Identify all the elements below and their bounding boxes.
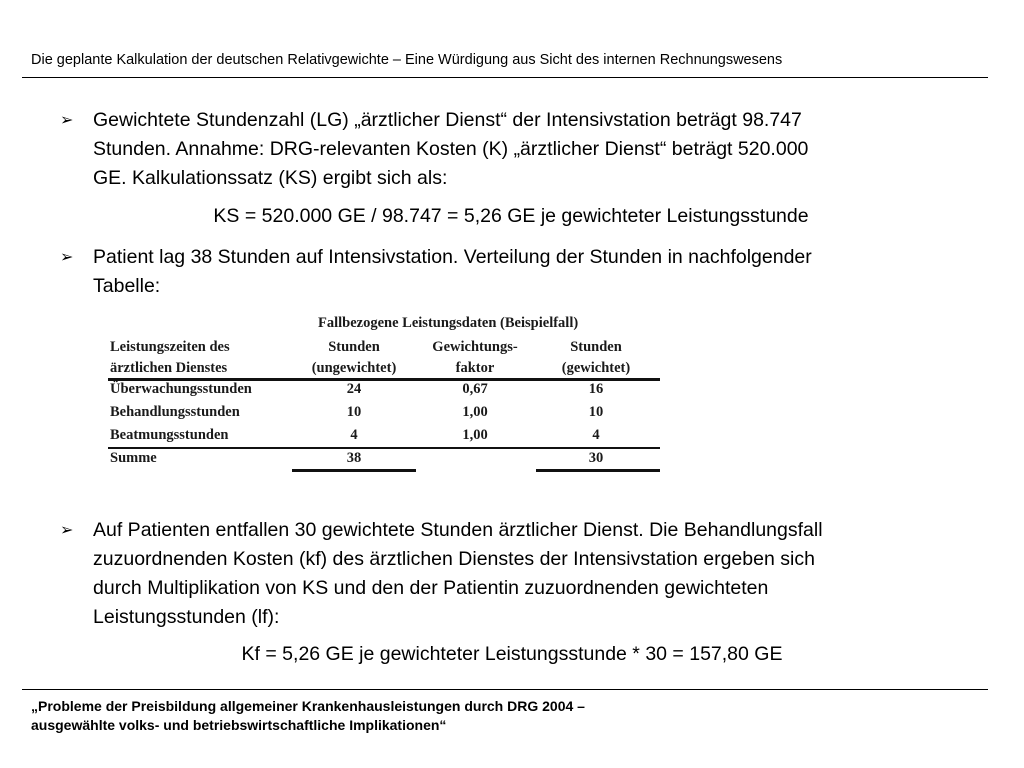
sum-underline xyxy=(536,469,660,472)
column-header-line: Stunden xyxy=(570,339,622,355)
arrow-bullet-icon: ➢ xyxy=(60,522,74,539)
table-cell: 10 xyxy=(588,404,604,420)
bullet-patient-stunden xyxy=(60,243,940,301)
column-header-line: (gewichtet) xyxy=(561,360,631,376)
header-divider xyxy=(22,77,988,78)
bullet-text xyxy=(93,516,940,632)
bullet-line: Stunden. Annahme: DRG-relevanten Kosten (K) „ärztlicher Dienst“ beträgt 520.000 xyxy=(93,138,809,160)
table-cell: 4 xyxy=(350,427,358,443)
column-header-line: faktor xyxy=(455,360,495,376)
table-row-label: Beatmungsstunden xyxy=(110,427,229,443)
table-group-header: Fallbezogene Leistungsdaten (Beispielfall) xyxy=(318,315,579,331)
table-cell: 24 xyxy=(346,381,362,397)
bullet-line: Auf Patienten entfallen 30 gewichtete Stunden ärztlicher Dienst. Die Behandlungsfall xyxy=(93,519,823,541)
bullet-line: Leistungsstunden (lf): xyxy=(93,606,280,628)
bullet-text xyxy=(93,243,940,301)
footer-line: „Probleme der Preisbildung allgemeiner Krankenhausleistungen durch DRG 2004 – xyxy=(31,698,585,714)
formula-ks: KS = 520.000 GE / 98.747 = 5,26 GE je gewichteter Leistungsstunde xyxy=(213,205,809,227)
row-header-line: ärztlichen Dienstes xyxy=(110,360,228,376)
table-cell: 10 xyxy=(346,404,362,420)
footer-divider xyxy=(22,689,988,690)
formula-kf: Kf = 5,26 GE je gewichteter Leistungsstunde * 30 = 157,80 GE xyxy=(241,643,783,665)
leistungsdaten-table xyxy=(108,314,664,476)
column-header-line: Gewichtungs- xyxy=(432,339,518,355)
header-title: Die geplante Kalkulation der deutschen Relativgewichte – Eine Würdigung aus Sicht des internen Rechnungswesens xyxy=(31,52,783,68)
table-cell: 1,00 xyxy=(462,427,488,443)
column-header-line: Stunden xyxy=(328,339,380,355)
bullet-behandlungsfall-kosten xyxy=(60,516,940,632)
bullet-line: GE. Kalkulationssatz (KS) ergibt sich als: xyxy=(93,167,448,189)
row-header-line: Leistungszeiten des xyxy=(110,339,230,355)
footer-line: ausgewählte volks- und betriebswirtschaftliche Implikationen“ xyxy=(31,717,447,733)
table-row-label: Behandlungsstunden xyxy=(110,404,240,420)
table-total-rule xyxy=(108,447,660,449)
table-total-cell: 38 xyxy=(346,450,362,466)
table-total-cell: 30 xyxy=(588,450,604,466)
sum-underline xyxy=(292,469,416,472)
bullet-line: zuzuordnenden Kosten (kf) des ärztlichen Dienstes der Intensivstation ergeben sich xyxy=(93,548,815,570)
table-row-label: Überwachungsstunden xyxy=(110,381,252,397)
column-header-line: (ungewichtet) xyxy=(311,360,397,376)
bullet-line: durch Multiplikation von KS und den der Patientin zuzuordnenden gewichteten xyxy=(93,577,769,599)
table-total-label: Summe xyxy=(110,450,157,466)
table-cell: 16 xyxy=(588,381,604,397)
bullet-line: Tabelle: xyxy=(93,275,161,297)
table-cell: 1,00 xyxy=(462,404,488,420)
bullet-text xyxy=(93,106,940,193)
table-cell: 4 xyxy=(592,427,600,443)
footer xyxy=(31,697,585,735)
arrow-bullet-icon: ➢ xyxy=(60,112,74,129)
bullet-line: Gewichtete Stundenzahl (LG) „ärztlicher Dienst“ der Intensivstation beträgt 98.747 xyxy=(93,109,802,131)
bullet-kalkulationssatz xyxy=(60,106,940,193)
table-cell: 0,67 xyxy=(462,381,488,397)
bullet-line: Patient lag 38 Stunden auf Intensivstation. Verteilung der Stunden in nachfolgender xyxy=(93,246,812,268)
arrow-bullet-icon: ➢ xyxy=(60,249,74,266)
